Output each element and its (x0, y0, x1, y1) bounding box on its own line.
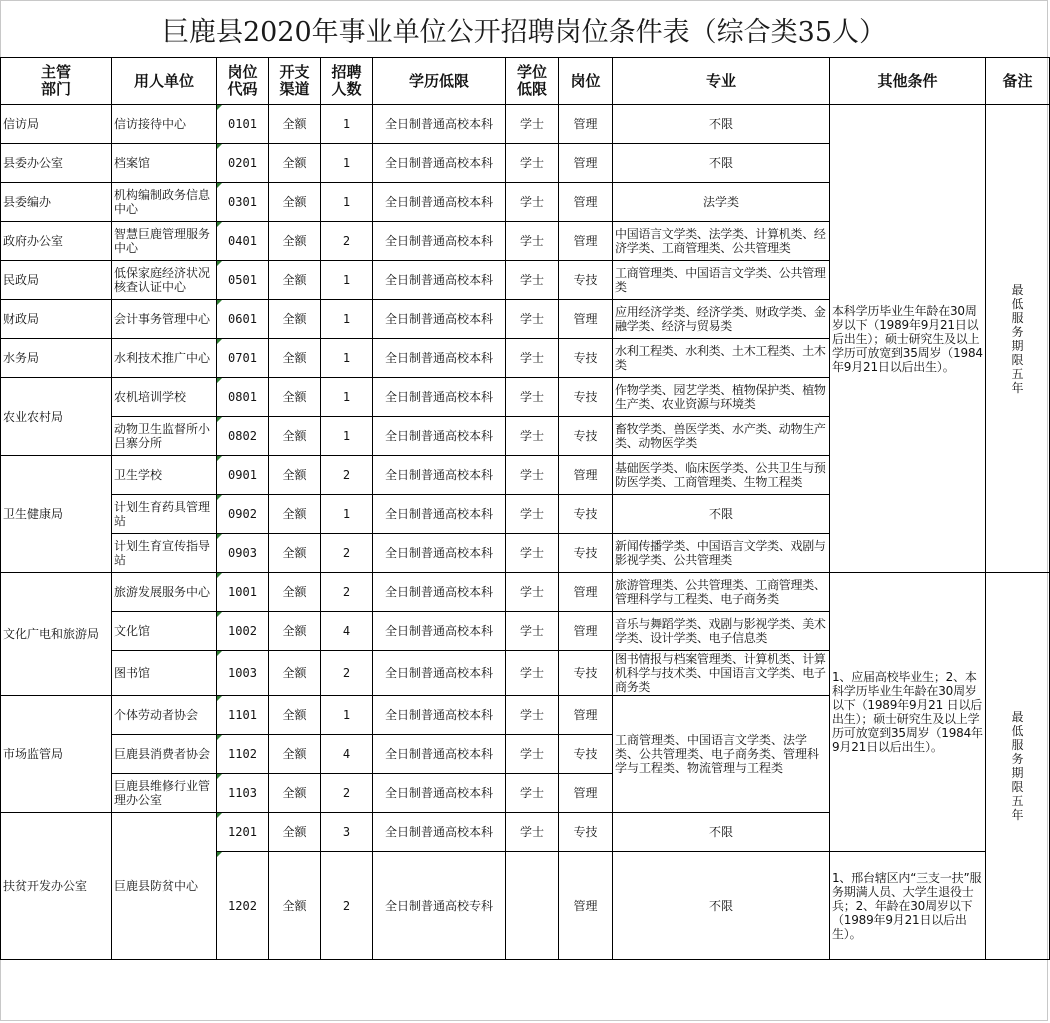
cell-education[interactable]: 全日制普通高校本科 (373, 339, 506, 378)
cell-education[interactable]: 全日制普通高校本科 (373, 417, 506, 456)
cell-code[interactable]: 0501 (217, 261, 269, 300)
cell-degree[interactable]: 学士 (506, 774, 559, 813)
table-row (1, 573, 1050, 612)
cell-remark-group2[interactable]: 最 低 服 务 期 限 五 年 (986, 573, 1050, 960)
cell-unit[interactable]: 会计事务管理中心 (112, 300, 217, 339)
cell-degree[interactable]: 学士 (506, 534, 559, 573)
cell-dept[interactable]: 信访局 (1, 105, 112, 144)
cell-education[interactable]: 全日制普通高校本科 (373, 456, 506, 495)
header-code: 岗位 代码 (217, 58, 269, 105)
cell-count[interactable]: 1 (321, 261, 373, 300)
cell-post[interactable]: 管理 (559, 300, 613, 339)
cell-funding[interactable]: 全额 (269, 573, 321, 612)
cell-code[interactable]: 1003 (217, 651, 269, 696)
cell-funding[interactable]: 全额 (269, 144, 321, 183)
cell-unit[interactable]: 低保家庭经济状况核查认证中心 (112, 261, 217, 300)
cell-unit[interactable]: 农机培训学校 (112, 378, 217, 417)
cell-funding[interactable]: 全额 (269, 417, 321, 456)
cell-count[interactable]: 2 (321, 852, 373, 960)
cell-education[interactable]: 全日制普通高校本科 (373, 144, 506, 183)
cell-other-conditions-group1[interactable]: 本科学历毕业生年龄在30周岁以下（1989年9月21日以后出生）；硕士研究生及以上学历可放宽到35周岁（1984年9月21日以后出生）。 (830, 105, 986, 573)
cell-education[interactable]: 全日制普通高校本科 (373, 378, 506, 417)
cell-major[interactable]: 不限 (613, 852, 830, 960)
cell-code[interactable]: 0802 (217, 417, 269, 456)
cell-unit[interactable]: 巨鹿县维修行业管理办公室 (112, 774, 217, 813)
recruitment-table (0, 57, 1050, 960)
cell-unit[interactable]: 计划生育宣传指导站 (112, 534, 217, 573)
cell-unit[interactable]: 信访接待中心 (112, 105, 217, 144)
cell-unit[interactable]: 机构编制政务信息中心 (112, 183, 217, 222)
cell-major[interactable]: 畜牧学类、兽医学类、水产类、动物生产类、动物医学类 (613, 417, 830, 456)
cell-education[interactable]: 全日制普通高校本科 (373, 495, 506, 534)
cell-education[interactable]: 全日制普通高校本科 (373, 696, 506, 735)
cell-education[interactable]: 全日制普通高校专科 (373, 852, 506, 960)
cell-post[interactable]: 管理 (559, 612, 613, 651)
cell-count[interactable]: 1 (321, 183, 373, 222)
cell-count[interactable]: 2 (321, 774, 373, 813)
cell-major[interactable]: 法学类 (613, 183, 830, 222)
cell-education[interactable]: 全日制普通高校本科 (373, 183, 506, 222)
cell-funding[interactable]: 全额 (269, 852, 321, 960)
cell-code[interactable]: 1201 (217, 813, 269, 852)
cell-count[interactable]: 1 (321, 417, 373, 456)
cell-degree[interactable]: 学士 (506, 339, 559, 378)
cell-major[interactable]: 应用经济学类、经济学类、财政学类、金融学类、经济与贸易类 (613, 300, 830, 339)
cell-post[interactable]: 管理 (559, 183, 613, 222)
cell-major[interactable]: 不限 (613, 813, 830, 852)
cell-count[interactable]: 4 (321, 612, 373, 651)
cell-funding[interactable]: 全额 (269, 612, 321, 651)
cell-education[interactable]: 全日制普通高校本科 (373, 813, 506, 852)
cell-education[interactable]: 全日制普通高校本科 (373, 774, 506, 813)
cell-unit[interactable]: 计划生育药具管理站 (112, 495, 217, 534)
cell-education[interactable]: 全日制普通高校本科 (373, 534, 506, 573)
cell-count[interactable]: 1 (321, 105, 373, 144)
cell-major[interactable]: 新闻传播学类、中国语言文学类、戏剧与影视学类、公共管理类 (613, 534, 830, 573)
cell-post[interactable]: 管理 (559, 696, 613, 735)
cell-code[interactable]: 0201 (217, 144, 269, 183)
cell-code[interactable]: 0101 (217, 105, 269, 144)
cell-post[interactable]: 专技 (559, 261, 613, 300)
cell-funding[interactable]: 全额 (269, 456, 321, 495)
cell-major[interactable]: 作物学类、园艺学类、植物保护类、植物生产类、农业资源与环境类 (613, 378, 830, 417)
cell-count[interactable]: 1 (321, 339, 373, 378)
cell-post[interactable]: 专技 (559, 417, 613, 456)
cell-code[interactable]: 0801 (217, 378, 269, 417)
cell-education[interactable]: 全日制普通高校本科 (373, 261, 506, 300)
cell-funding[interactable]: 全额 (269, 339, 321, 378)
cell-dept[interactable]: 政府办公室 (1, 222, 112, 261)
cell-count[interactable]: 1 (321, 144, 373, 183)
cell-degree[interactable]: 学士 (506, 378, 559, 417)
cell-major[interactable]: 工商管理类、中国语言文学类、法学类、公共管理类、电子商务类、管理科学与工程类、物流管理与工程类 (613, 696, 830, 813)
cell-education[interactable]: 全日制普通高校本科 (373, 735, 506, 774)
cell-unit[interactable]: 动物卫生监督所小吕寨分所 (112, 417, 217, 456)
cell-post[interactable]: 专技 (559, 495, 613, 534)
cell-code[interactable]: 0401 (217, 222, 269, 261)
cell-education[interactable]: 全日制普通高校本科 (373, 573, 506, 612)
table-row (1, 105, 1050, 144)
cell-funding[interactable]: 全额 (269, 378, 321, 417)
cell-post[interactable]: 专技 (559, 339, 613, 378)
cell-funding[interactable]: 全额 (269, 261, 321, 300)
cell-dept[interactable]: 卫生健康局 (1, 456, 112, 573)
cell-code[interactable]: 1102 (217, 735, 269, 774)
cell-count[interactable]: 1 (321, 300, 373, 339)
cell-post[interactable]: 管理 (559, 573, 613, 612)
cell-unit[interactable]: 旅游发展服务中心 (112, 573, 217, 612)
cell-unit[interactable]: 智慧巨鹿管理服务中心 (112, 222, 217, 261)
cell-code[interactable]: 0902 (217, 495, 269, 534)
cell-major[interactable]: 水利工程类、水利类、土木工程类、土木类 (613, 339, 830, 378)
cell-dept[interactable]: 文化广电和旅游局 (1, 573, 112, 696)
header-major: 专业 (613, 58, 830, 105)
cell-degree[interactable] (506, 852, 559, 960)
cell-count[interactable]: 1 (321, 696, 373, 735)
cell-degree[interactable]: 学士 (506, 261, 559, 300)
cell-code[interactable]: 1103 (217, 774, 269, 813)
header-unit: 用人单位 (112, 58, 217, 105)
cell-education[interactable]: 全日制普通高校本科 (373, 105, 506, 144)
cell-degree[interactable]: 学士 (506, 651, 559, 696)
cell-unit[interactable]: 文化馆 (112, 612, 217, 651)
cell-dept[interactable]: 县委办公室 (1, 144, 112, 183)
cell-funding[interactable]: 全额 (269, 183, 321, 222)
cell-code[interactable]: 0701 (217, 339, 269, 378)
cell-count[interactable]: 1 (321, 495, 373, 534)
cell-count[interactable]: 4 (321, 735, 373, 774)
cell-count[interactable]: 2 (321, 456, 373, 495)
cell-funding[interactable]: 全额 (269, 696, 321, 735)
page-title: 巨鹿县2020年事业单位公开招聘岗位条件表（综合类35人） (161, 16, 887, 48)
cell-post[interactable]: 管理 (559, 144, 613, 183)
cell-unit[interactable]: 水利技术推广中心 (112, 339, 217, 378)
header-post: 岗位 (559, 58, 613, 105)
cell-major[interactable]: 基础医学类、临床医学类、公共卫生与预防医学类、工商管理类、生物工程类 (613, 456, 830, 495)
cell-major[interactable]: 不限 (613, 495, 830, 534)
cell-code[interactable]: 0901 (217, 456, 269, 495)
cell-count[interactable]: 2 (321, 573, 373, 612)
cell-code[interactable]: 1202 (217, 852, 269, 960)
cell-major[interactable]: 图书情报与档案管理类、计算机类、计算机科学与技术类、中国语言文学类、电子商务类 (613, 651, 830, 696)
cell-dept[interactable]: 农业农村局 (1, 378, 112, 456)
cell-post[interactable]: 管理 (559, 105, 613, 144)
cell-funding[interactable]: 全额 (269, 774, 321, 813)
cell-dept[interactable]: 民政局 (1, 261, 112, 300)
cell-education[interactable]: 全日制普通高校本科 (373, 651, 506, 696)
cell-post[interactable]: 管理 (559, 852, 613, 960)
header-dept: 主管 部门 (1, 58, 112, 105)
cell-dept[interactable]: 财政局 (1, 300, 112, 339)
cell-degree[interactable]: 学士 (506, 456, 559, 495)
cell-code[interactable]: 1001 (217, 573, 269, 612)
cell-major[interactable]: 不限 (613, 105, 830, 144)
cell-degree[interactable]: 学士 (506, 300, 559, 339)
cell-remark-group1[interactable]: 最 低 服 务 期 限 五 年 (986, 105, 1050, 573)
cell-count[interactable]: 3 (321, 813, 373, 852)
cell-major[interactable]: 旅游管理类、公共管理类、工商管理类、管理科学与工程类、电子商务类 (613, 573, 830, 612)
cell-code[interactable]: 0301 (217, 183, 269, 222)
cell-degree[interactable]: 学士 (506, 495, 559, 534)
cell-major[interactable]: 不限 (613, 144, 830, 183)
cell-code[interactable]: 0601 (217, 300, 269, 339)
cell-degree[interactable]: 学士 (506, 222, 559, 261)
cell-degree[interactable]: 学士 (506, 696, 559, 735)
cell-post[interactable]: 管理 (559, 222, 613, 261)
cell-funding[interactable]: 全额 (269, 495, 321, 534)
cell-unit[interactable]: 图书馆 (112, 651, 217, 696)
cell-funding[interactable]: 全额 (269, 735, 321, 774)
cell-count[interactable]: 1 (321, 378, 373, 417)
cell-code[interactable]: 0903 (217, 534, 269, 573)
cell-major[interactable]: 中国语言文学类、法学类、计算机类、经济学类、工商管理类、公共管理类 (613, 222, 830, 261)
cell-other-conditions-group2[interactable]: 1、应届高校毕业生；2、本科学历毕业生年龄在30周岁以下（1989年9月21 日以后出生）；硕士研究生及以上学历可放宽到35周岁（1984年9月21日以后出生）。 (830, 573, 986, 852)
cell-major[interactable]: 音乐与舞蹈学类、戏剧与影视学类、美术学类、设计学类、电子信息类 (613, 612, 830, 651)
cell-funding[interactable]: 全额 (269, 222, 321, 261)
header-degree: 学位 低限 (506, 58, 559, 105)
cell-funding[interactable]: 全额 (269, 105, 321, 144)
cell-unit[interactable]: 档案馆 (112, 144, 217, 183)
cell-post[interactable]: 管理 (559, 456, 613, 495)
cell-post[interactable]: 专技 (559, 813, 613, 852)
cell-post[interactable]: 专技 (559, 534, 613, 573)
cell-count[interactable]: 2 (321, 222, 373, 261)
cell-dept[interactable]: 扶贫开发办公室 (1, 813, 112, 960)
cell-education[interactable]: 全日制普通高校本科 (373, 222, 506, 261)
cell-post[interactable]: 专技 (559, 651, 613, 696)
cell-education[interactable]: 全日制普通高校本科 (373, 300, 506, 339)
cell-degree[interactable]: 学士 (506, 417, 559, 456)
cell-degree[interactable]: 学士 (506, 735, 559, 774)
header-other: 其他条件 (830, 58, 986, 105)
cell-funding[interactable]: 全额 (269, 534, 321, 573)
header-education: 学历低限 (373, 58, 506, 105)
cell-count[interactable]: 2 (321, 651, 373, 696)
cell-dept[interactable]: 市场监管局 (1, 696, 112, 813)
cell-funding[interactable]: 全额 (269, 813, 321, 852)
cell-count[interactable]: 2 (321, 534, 373, 573)
cell-degree[interactable]: 学士 (506, 573, 559, 612)
header-row (1, 58, 1050, 105)
cell-other-conditions-group3[interactable]: 1、邢台辖区内“三支一扶”服务期满人员、大学生退役士兵；2、年龄在30周岁以下（1989年9月21日以后出生）。 (830, 852, 986, 960)
header-count: 招聘 人数 (321, 58, 373, 105)
cell-degree[interactable]: 学士 (506, 813, 559, 852)
cell-unit[interactable]: 巨鹿县消费者协会 (112, 735, 217, 774)
cell-degree[interactable]: 学士 (506, 612, 559, 651)
cell-post[interactable]: 管理 (559, 774, 613, 813)
cell-unit[interactable]: 巨鹿县防贫中心 (112, 813, 217, 960)
cell-post[interactable]: 专技 (559, 378, 613, 417)
cell-dept[interactable]: 县委编办 (1, 183, 112, 222)
cell-dept[interactable]: 水务局 (1, 339, 112, 378)
cell-degree[interactable]: 学士 (506, 105, 559, 144)
cell-unit[interactable]: 个体劳动者协会 (112, 696, 217, 735)
cell-post[interactable]: 专技 (559, 735, 613, 774)
cell-major[interactable]: 工商管理类、中国语言文学类、公共管理类 (613, 261, 830, 300)
header-remark: 备注 (986, 58, 1050, 105)
cell-unit[interactable]: 卫生学校 (112, 456, 217, 495)
cell-code[interactable]: 1002 (217, 612, 269, 651)
cell-funding[interactable]: 全额 (269, 300, 321, 339)
cell-degree[interactable]: 学士 (506, 144, 559, 183)
header-funding: 开支 渠道 (269, 58, 321, 105)
cell-education[interactable]: 全日制普通高校本科 (373, 612, 506, 651)
cell-degree[interactable]: 学士 (506, 183, 559, 222)
cell-funding[interactable]: 全额 (269, 651, 321, 696)
cell-code[interactable]: 1101 (217, 696, 269, 735)
